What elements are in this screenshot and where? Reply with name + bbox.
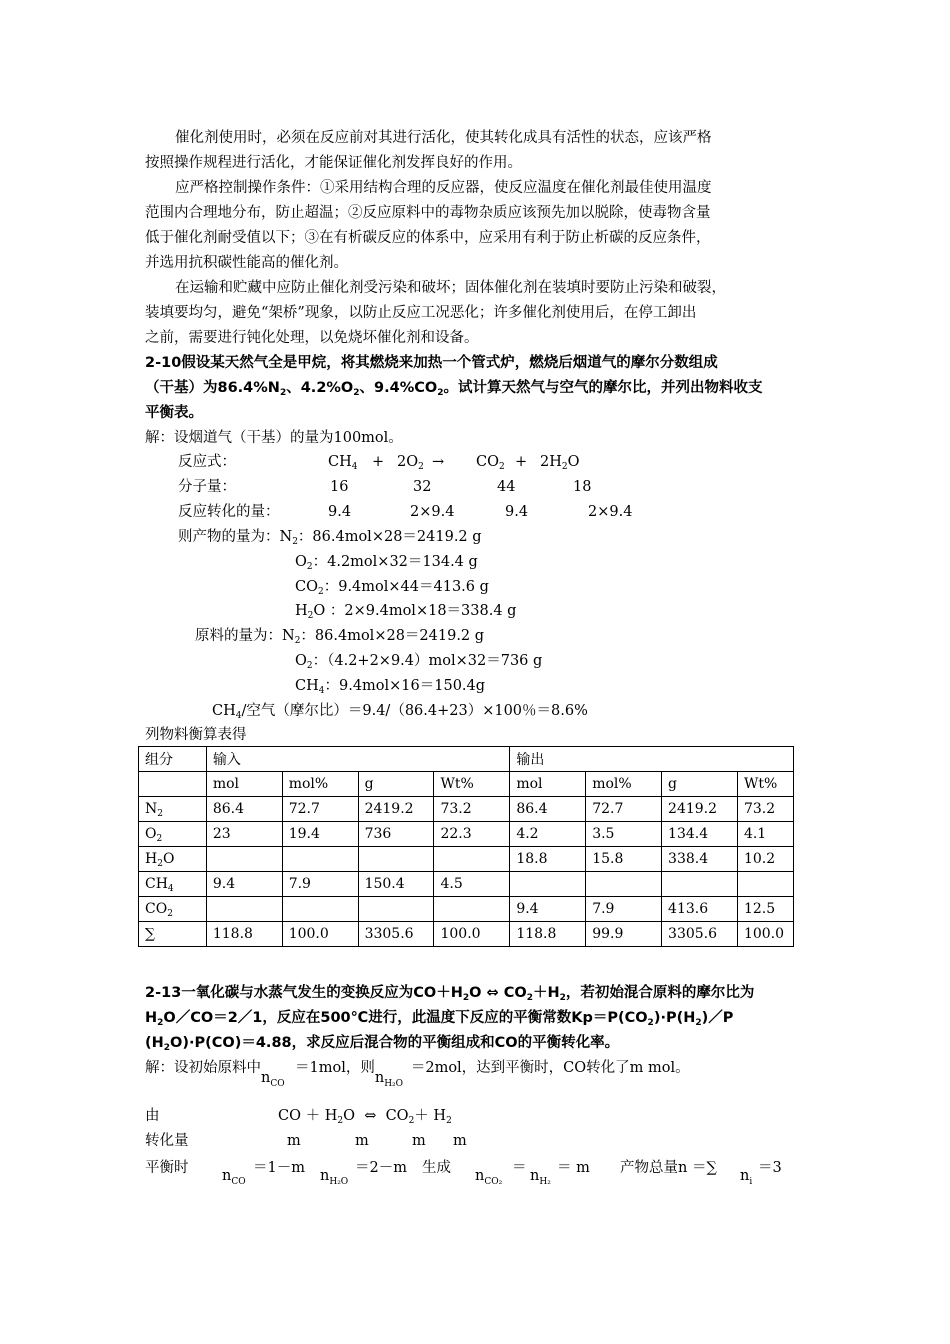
conv-co2: 9.4: [505, 504, 529, 520]
table-cell: 7.9: [282, 872, 358, 897]
equilibrium-label: 平衡时: [145, 1160, 189, 1176]
table-cell: 100.0: [737, 922, 793, 947]
table-cell: [662, 872, 738, 897]
table-cell: 10.2: [737, 847, 793, 872]
unit-cell: g: [358, 772, 434, 797]
eq-m-amount: ＝ m: [557, 1160, 590, 1176]
table-cell: 736: [358, 822, 434, 847]
conv-m-h2: m: [453, 1133, 467, 1149]
component-name: $CH_4$: [139, 872, 207, 897]
component-name: $O_2$: [139, 822, 207, 847]
products-o2: $O_2$：4.2mol×32＝134.4 g: [295, 554, 478, 572]
material-balance-table: [138, 746, 794, 947]
table-cell: 118.8: [206, 922, 282, 947]
reaction-arrow: →: [432, 454, 445, 470]
conversion-amount-label: 转化量: [145, 1133, 189, 1149]
table-cell: 23: [206, 822, 282, 847]
question-2-13-line1: 2-13一氧化碳与水蒸气发生的变换反应为$CO+H_2O$ ⇔ $CO_2+H_2$，若初始混合原料的摩尔比为: [145, 985, 755, 1003]
paragraph-conditions-line2: 范围内合理地分布，防止超温；②反应原料中的毒物杂质应该预先加以脱除，使毒物含量: [145, 205, 711, 221]
paragraph-conditions-line3: 低于催化剂耐受值以下；③在有析碳反应的体系中，应采用有利于防止析碳的反应条件，: [145, 230, 711, 246]
component-name: ∑: [139, 922, 207, 947]
conv-m-co: m: [287, 1133, 301, 1149]
table-cell: 12.5: [737, 897, 793, 922]
table-cell: 118.8: [510, 922, 586, 947]
table-row: [139, 847, 794, 872]
header-output: 输出: [510, 747, 794, 772]
table-cell: 18.8: [510, 847, 586, 872]
n-co2-eq-symbol: $n_{CO_2}$: [475, 1168, 503, 1187]
products-co2: $CO_2$：9.4mol×44＝413.6 g: [295, 579, 489, 597]
reaction-label: 反应式：: [178, 454, 236, 470]
table-cell: 19.4: [282, 822, 358, 847]
eq-equals: ＝: [512, 1160, 527, 1176]
reaction-plus-2: +: [515, 454, 528, 470]
conv-m-h2o: m: [355, 1133, 369, 1149]
unit-cell: Wt%: [737, 772, 793, 797]
table-cell: 3305.6: [662, 922, 738, 947]
table-cell: 4.2: [510, 822, 586, 847]
products-n2: 则产物的量为：$N_2$：86.4mol×28＝2419.2 g: [178, 529, 482, 547]
table-cell: [358, 897, 434, 922]
table-cell: 22.3: [434, 822, 510, 847]
feed-n2: 原料的量为：$N_2$：86.4mol×28＝2419.2 g: [195, 628, 485, 646]
paragraph-conditions-line4: 并选用抗积碳性能高的催化剂。: [145, 255, 348, 271]
molar-ratio-result: $CH_4/$空气（摩尔比）＝9.4/（86.4+23）×100％＝8.6%: [212, 703, 588, 721]
reaction-plus-1: +: [372, 454, 385, 470]
unit-cell: mol%: [586, 772, 662, 797]
conv-h2o: 2×9.4: [588, 504, 633, 520]
conversion-label: 反应转化的量：: [178, 504, 280, 520]
reaction-ch4: $CH_4$: [328, 454, 358, 472]
table-caption: 列物料衡算表得: [145, 727, 247, 743]
table-header-row: [139, 747, 794, 772]
table-cell: [358, 847, 434, 872]
table-cell: 86.4: [206, 797, 282, 822]
total-products-value: ＝3: [758, 1160, 782, 1176]
question-2-10-line3: 平衡表。: [145, 405, 203, 421]
reaction-2h2o: $2H_2O$: [540, 454, 580, 472]
table-row: [139, 822, 794, 847]
n-h2o-eq-symbol: $n_{H_2O}$: [320, 1168, 349, 1187]
table-cell: 413.6: [662, 897, 738, 922]
table-cell: 73.2: [434, 797, 510, 822]
table-cell: [510, 872, 586, 897]
table-cell: [434, 897, 510, 922]
table-cell: 4.1: [737, 822, 793, 847]
table-row: [139, 797, 794, 822]
unit-cell: mol: [510, 772, 586, 797]
table-cell: 15.8: [586, 847, 662, 872]
question-2-13-line2: $H_2O/CO=2/1$，反应在500℃进行，此温度下反应的平衡常数$Kp=P(CO_2)\cdot P(H_2)/P$: [145, 1010, 734, 1028]
unit-cell: mol: [206, 772, 282, 797]
table-cell: 9.4: [510, 897, 586, 922]
n-co-symbol: $n_{CO}$: [261, 1070, 285, 1089]
paragraph-storage-line2: 装填要均匀，避免“架桥”现象，以防止反应工况恶化；许多催化剂使用后，在停工卸出: [145, 305, 697, 321]
table-cell: [206, 847, 282, 872]
equation-prefix: 由: [145, 1108, 160, 1124]
table-cell: 99.9: [586, 922, 662, 947]
n-h2o-symbol: $n_{H_2O}$: [374, 1070, 404, 1089]
table-cell: 150.4: [358, 872, 434, 897]
feed-o2: $O_2$：（4.2+2×9.4）mol×32＝736 g: [295, 653, 543, 671]
unit-cell: g: [662, 772, 738, 797]
table-cell: 2419.2: [662, 797, 738, 822]
equilibrium-equation: CO ＋ $H_2O$ ⇔ $CO_2+ H_2$: [278, 1108, 452, 1126]
eq-h2o-amount: ＝2－m: [355, 1160, 407, 1176]
conv-ch4: 9.4: [328, 504, 352, 520]
header-component: 组分: [139, 747, 207, 772]
table-cell: 73.2: [737, 797, 793, 822]
table-row: [139, 897, 794, 922]
table-cell: 338.4: [662, 847, 738, 872]
feed-ch4: $CH_4$：9.4mol×16＝150.4g: [295, 678, 486, 696]
table-cell: 2419.2: [358, 797, 434, 822]
question-2-10-line2: （干基）为$86.4\%N_2$、$4.2\%O_2$、$9.4\%CO_2$。试计算天然气与空气的摩尔比，并列出物料收支: [145, 380, 763, 398]
conv-o2: 2×9.4: [410, 504, 455, 520]
paragraph-conditions-line1: 应严格控制操作条件：①采用结构合理的反应器，使反应温度在催化剂最佳使用温度: [175, 180, 712, 196]
unit-cell: mol%: [282, 772, 358, 797]
header-input: 输入: [206, 747, 509, 772]
solution-2-13-intro: 解：设初始原料中$n_{CO}=1mol$，则$n_{H_2O}=2mol$，达到平衡时，CO转化了m mol。: [145, 1060, 690, 1089]
table-cell: 72.7: [282, 797, 358, 822]
molecular-weight-label: 分子量：: [178, 479, 236, 495]
table-cell: [282, 847, 358, 872]
table-cell: 100.0: [434, 922, 510, 947]
table-cell: 7.9: [586, 897, 662, 922]
table-cell: 86.4: [510, 797, 586, 822]
table-cell: [737, 872, 793, 897]
component-name: $H_2O$: [139, 847, 207, 872]
mw-o2: 32: [413, 479, 432, 495]
unit-cell: Wt%: [434, 772, 510, 797]
total-products-label: 产物总量n ＝∑: [620, 1160, 717, 1176]
n-i-symbol: $n_i$: [740, 1168, 753, 1187]
table-cell: 3305.6: [358, 922, 434, 947]
solution-intro: 解：设烟道气（干基）的量为100mol。: [145, 430, 403, 446]
mw-ch4: 16: [330, 479, 349, 495]
paragraph-activation-line1: 催化剂使用时，必须在反应前对其进行活化，使其转化成具有活性的状态，应该严格: [175, 130, 712, 146]
component-name: $N_2$: [139, 797, 207, 822]
table-cell: 3.5: [586, 822, 662, 847]
table-cell: [586, 872, 662, 897]
paragraph-storage-line3: 之前，需要进行钝化处理，以免烧坏催化剂和设备。: [145, 330, 479, 346]
mw-co2: 44: [497, 479, 516, 495]
table-row: [139, 922, 794, 947]
table-cell: 4.5: [434, 872, 510, 897]
question-2-13-line3: $(H_2O)\cdot P(CO)=4.88$，求反应后混合物的平衡组成和CO的平衡转化率。: [145, 1035, 620, 1053]
table-row: [139, 872, 794, 897]
mw-h2o: 18: [573, 479, 592, 495]
products-h2o: $H_2O$ ：2×9.4mol×18＝338.4 g: [295, 603, 517, 621]
component-name: $CO_2$: [139, 897, 207, 922]
table-cell: 134.4: [662, 822, 738, 847]
table-cell: [206, 897, 282, 922]
table-units-row: [139, 772, 794, 797]
table-cell: [282, 897, 358, 922]
paragraph-storage-line1: 在运输和贮藏中应防止催化剂受污染和破坏；固体催化剂在装填时要防止污染和破裂，: [175, 280, 726, 296]
n-co-eq-symbol: $n_{CO}$: [222, 1168, 246, 1187]
question-2-10-line1: 2-10假设某天然气全是甲烷，将其燃烧来加热一个管式炉，燃烧后烟道气的摩尔分数组成: [145, 355, 718, 371]
paragraph-activation-line2: 按照操作规程进行活化，才能保证催化剂发挥良好的作用。: [145, 155, 522, 171]
table-cell: [434, 847, 510, 872]
table-cell: 9.4: [206, 872, 282, 897]
table-cell: 72.7: [586, 797, 662, 822]
generated-label: 生成: [422, 1160, 451, 1176]
table-cell: 100.0: [282, 922, 358, 947]
units-blank: [139, 772, 207, 797]
reaction-co2: $CO_2$: [476, 454, 505, 472]
n-h2-eq-symbol: $n_{H_2}$: [530, 1168, 551, 1187]
conv-m-co2: m: [412, 1133, 426, 1149]
reaction-2o2: $2O_2$: [397, 454, 424, 472]
eq-co-amount: ＝1－m: [253, 1160, 305, 1176]
